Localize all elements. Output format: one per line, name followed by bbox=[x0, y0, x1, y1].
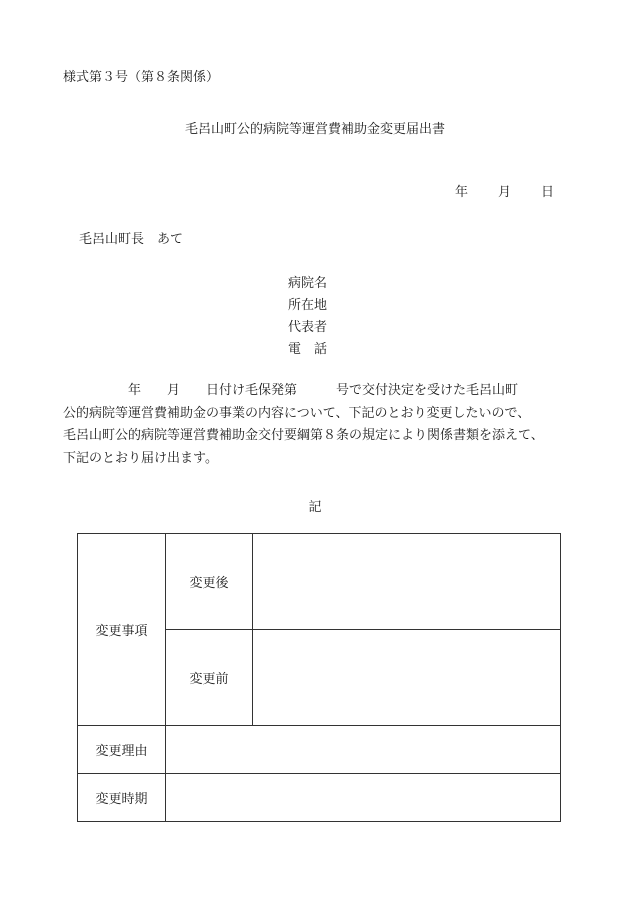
body-line-2: 公的病院等運営費補助金の事業の内容について、下記のとおり変更したいので、 bbox=[63, 405, 531, 421]
after-value-cell[interactable] bbox=[253, 534, 561, 630]
applicant-hospital-name: 病院名 bbox=[288, 276, 328, 291]
date-year-label: 年 bbox=[455, 185, 469, 200]
before-label: 変更前 bbox=[166, 630, 253, 726]
date-month-label: 月 bbox=[498, 185, 512, 200]
change-table bbox=[77, 533, 561, 822]
table-row-after bbox=[78, 534, 561, 630]
applicant-representative: 代表者 bbox=[288, 320, 328, 335]
reason-value-cell[interactable] bbox=[166, 726, 561, 774]
date-line bbox=[455, 181, 554, 200]
body-paragraph bbox=[63, 380, 583, 470]
form-number: 様式第３号（第８条関係） bbox=[63, 70, 220, 85]
body-line-4: 下記のとおり届け出ます。 bbox=[63, 450, 218, 466]
after-label: 変更後 bbox=[166, 534, 253, 630]
timing-value-cell[interactable] bbox=[166, 774, 561, 822]
applicant-address: 所在地 bbox=[288, 298, 328, 313]
date-day-label: 日 bbox=[541, 185, 555, 200]
addressee: 毛呂山町長 あて bbox=[79, 232, 184, 247]
document-title: 毛呂山町公的病院等運営費補助金変更届出書 bbox=[184, 122, 445, 137]
body-line-3: 毛呂山町公的病院等運営費補助金交付要綱第８条の規定により関係書類を添えて、 bbox=[63, 428, 544, 443]
table-row-timing bbox=[78, 774, 561, 822]
reason-label: 変更理由 bbox=[78, 726, 166, 774]
applicant-phone: 電 話 bbox=[288, 342, 328, 357]
before-value-cell[interactable] bbox=[253, 630, 561, 726]
timing-label: 変更時期 bbox=[78, 774, 166, 822]
body-line-1: 年 月 日付け毛保発第 号で交付決定を受けた毛呂山町 bbox=[63, 383, 519, 398]
ki-heading: 記 bbox=[308, 500, 322, 515]
change-items-label: 変更事項 bbox=[78, 534, 166, 726]
table-row-reason bbox=[78, 726, 561, 774]
